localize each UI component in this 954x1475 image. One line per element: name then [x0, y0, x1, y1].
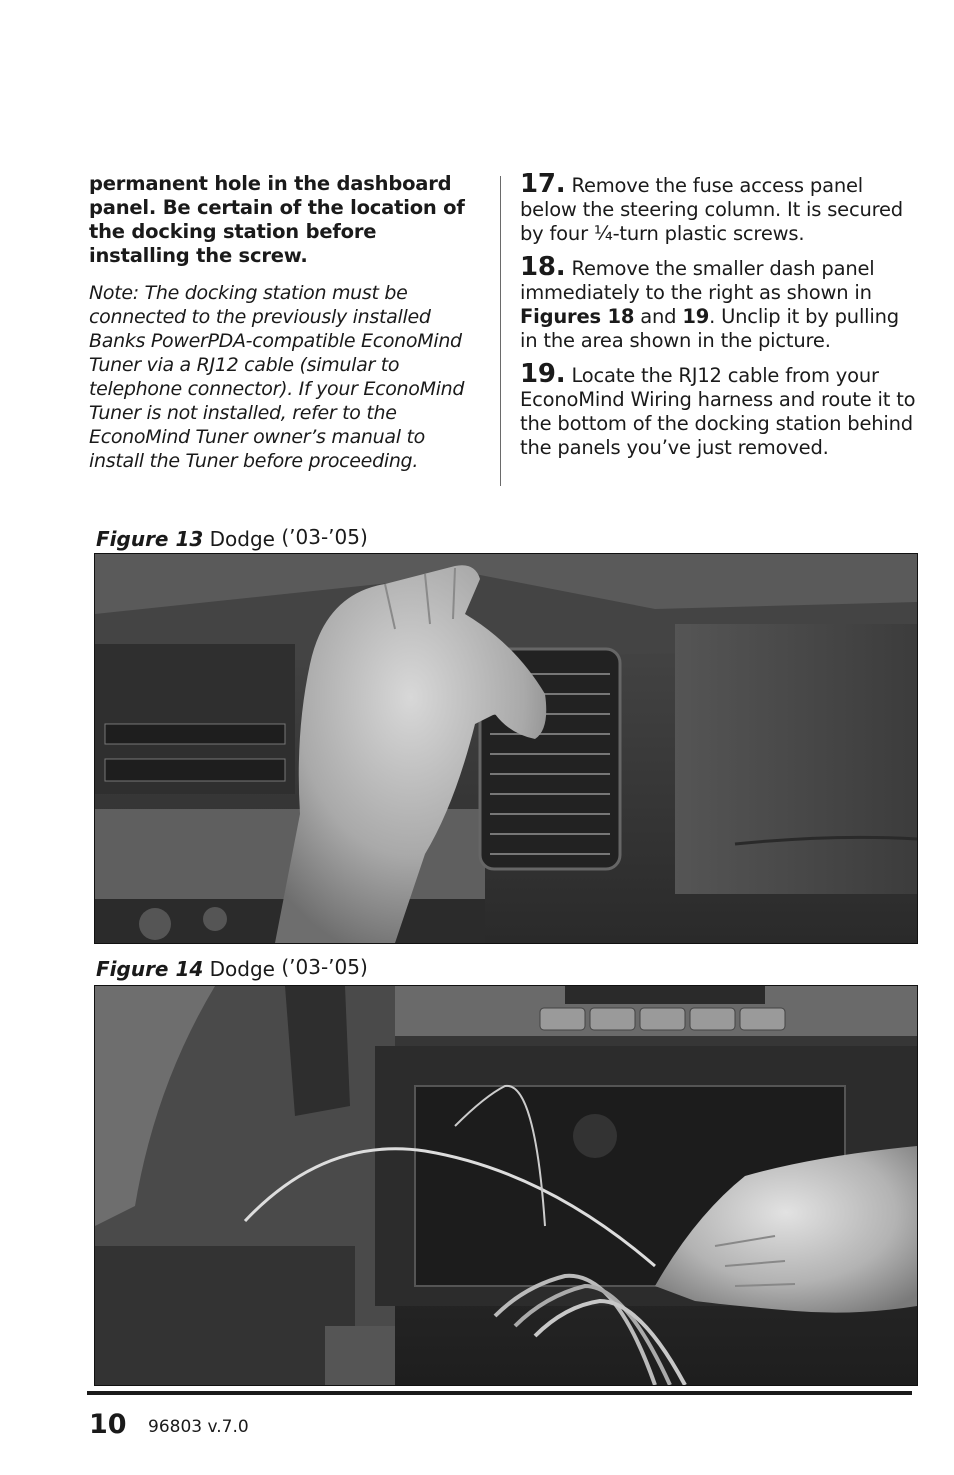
- warning-text: permanent hole in the dashboard panel. Be certain of the location of the docking station before installing the screw.: [89, 172, 465, 267]
- left-column: [89, 172, 479, 473]
- step-text: Locate the RJ12 cable from your EconoMind Wiring harness and route it to the bottom of the docking station behind the panels you’ve just removed.: [520, 364, 916, 459]
- dashboard-vent-photo: [95, 554, 917, 943]
- step-text: and: [640, 305, 677, 328]
- figure-reference: 19: [682, 305, 710, 328]
- step-18: [520, 252, 920, 353]
- figure-14-caption: [96, 957, 368, 981]
- document-id: 96803 v.7.0: [148, 1417, 249, 1437]
- step-number: 17.: [520, 169, 566, 199]
- step-number: 19.: [520, 359, 566, 389]
- figure-13-photo: [94, 553, 918, 944]
- figure-13-caption: [96, 527, 368, 551]
- figure-years: (’03-’05): [281, 955, 368, 979]
- step-text: . Unclip it by pulling in the area shown in the picture.: [520, 305, 899, 352]
- step-17: [520, 169, 920, 246]
- step-number: 18.: [520, 252, 566, 282]
- figure-label: Figure 13: [96, 527, 204, 551]
- figure-label: Figure 14: [96, 957, 204, 981]
- note-text: Note: The docking station must be connected to the previously installed Banks PowerPDA-compatible EconoMind Tuner via a RJ12 cable (simular to telephone connector). If your EconoMind Tuner is not installed, refer to the EconoMind Tuner owner’s manual to install the Tuner before proceeding.: [89, 282, 465, 472]
- step-text: Remove the smaller dash panel immediately to the right as shown in: [520, 257, 875, 304]
- figure-reference: Figures 18: [520, 305, 635, 328]
- column-divider: [500, 176, 501, 486]
- page-number: 10: [89, 1409, 127, 1440]
- step-19: [520, 359, 920, 460]
- figure-caption-text: Dodge: [209, 527, 275, 551]
- right-column: [520, 169, 920, 469]
- footer-rule: [87, 1391, 912, 1395]
- figure-14-photo: [94, 985, 918, 1386]
- under-dash-wiring-photo: [95, 986, 917, 1385]
- figure-caption-text: Dodge: [209, 957, 275, 981]
- step-text: Remove the fuse access panel below the steering column. It is secured by four ¼-turn plastic screws.: [520, 174, 903, 245]
- figure-years: (’03-’05): [281, 525, 368, 549]
